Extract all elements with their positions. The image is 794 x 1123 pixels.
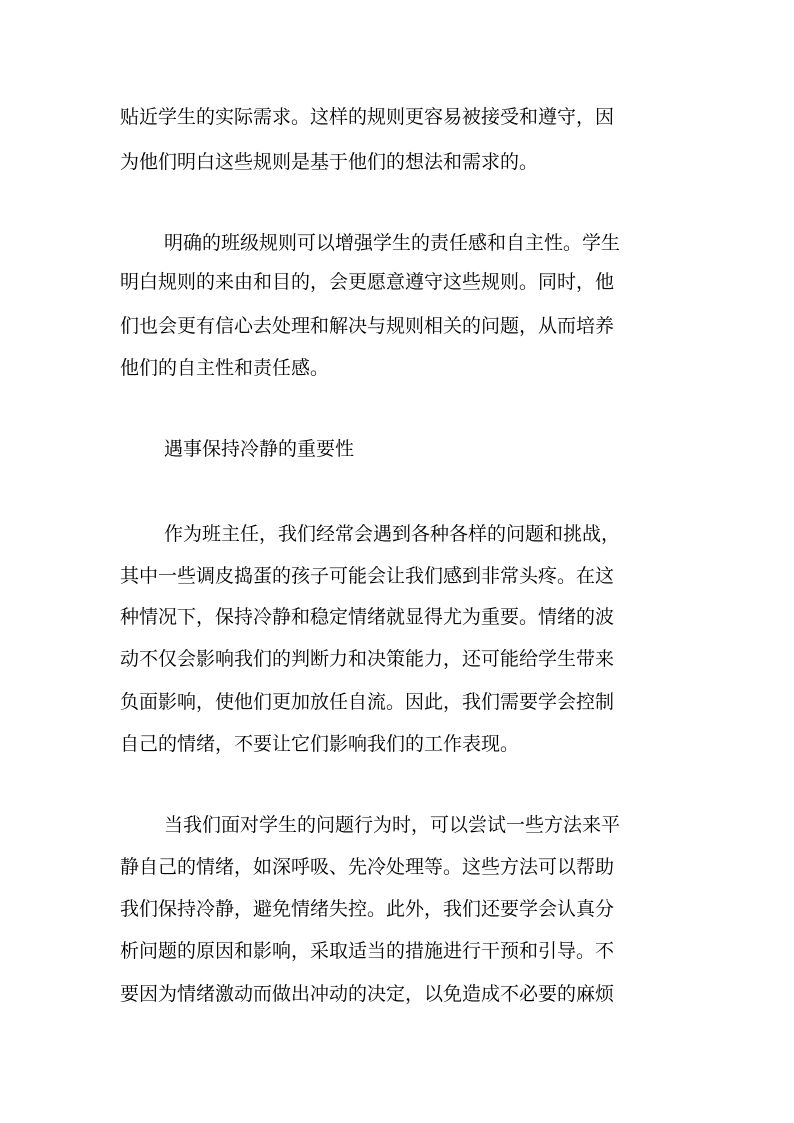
text-line: 静自己的情绪，如深呼吸、先冷处理等。这些方法可以帮助 — [120, 856, 615, 878]
text-line: 他们的自主性和责任感。 — [120, 357, 330, 379]
text-line: 析问题的原因和影响，采取适当的措施进行干预和引导。不 — [120, 940, 615, 962]
text-line: 明确的班级规则可以增强学生的责任感和自主性。学生 — [164, 232, 621, 254]
text-line: 为他们明白这些规则是基于他们的想法和需求的。 — [120, 151, 539, 173]
section-heading: 遇事保持冷静的重要性 — [164, 438, 355, 460]
text-line: 自己的情绪，不要让它们影响我们的工作表现。 — [120, 733, 520, 755]
text-line: 负面影响，使他们更加放任自流。因此，我们需要学会控制 — [120, 691, 615, 713]
text-line: 作为班主任，我们经常会遇到各种各样的问题和挑战， — [164, 523, 621, 545]
text-line: 我们保持冷静，避免情绪失控。此外，我们还要学会认真分 — [120, 898, 615, 920]
text-line: 们也会更有信心去处理和解决与规则相关的问题，从而培养 — [120, 315, 615, 337]
text-line: 动不仅会影响我们的判断力和决策能力，还可能给学生带来 — [120, 648, 615, 670]
text-line: 其中一些调皮捣蛋的孩子可能会让我们感到非常头疼。在这 — [120, 565, 615, 587]
text-line: 种情况下，保持冷静和稳定情绪就显得尤为重要。情绪的波 — [120, 606, 615, 628]
text-line: 当我们面对学生的问题行为时，可以尝试一些方法来平 — [164, 814, 621, 836]
text-line: 贴近学生的实际需求。这样的规则更容易被接受和遵守，因 — [120, 106, 615, 128]
text-line: 明白规则的来由和目的，会更愿意遵守这些规则。同时，他 — [120, 271, 615, 293]
text-line: 要因为情绪激动而做出冲动的决定，以免造成不必要的麻烦 — [120, 983, 615, 1005]
